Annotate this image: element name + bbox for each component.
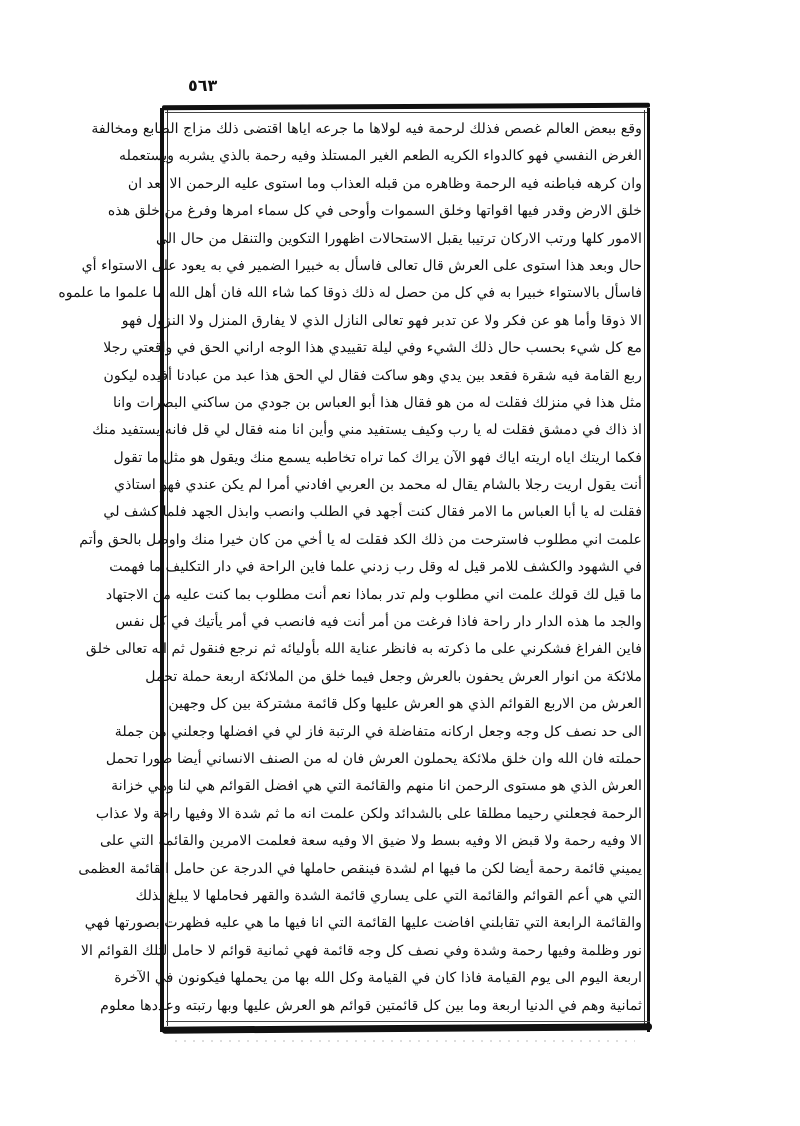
text-line: ما قيل لك قولك علمت اني مطلوب ولم تدر بماذا نعم أنت مطلوب بما كنت عليه من الاجتهاد bbox=[105, 586, 642, 603]
text-line: نور وظلمة وفيها رحمة وشدة وفي نصف كل وجه قائمة فهي ثمانية قوائم لا حامل لتلك القوائم الا bbox=[80, 942, 642, 959]
text-line: التي هي أعم القوائم والقائمة التي على يساري قائمة الشدة والقهر فحاملها لا يبلغ بذلك bbox=[135, 887, 642, 904]
text-line: فكما اريتك اياه اريته اياك فهو الآن يراك كما تراه تخاطبه يسمع منك ويقول هو مثل ما تقول bbox=[113, 449, 642, 466]
text-line: اذ ذاك في دمشق فقلت له يا رب وكيف يستفيد مني وأين انا منه فقال لي قل فانه يستفيد منك bbox=[92, 422, 642, 439]
text-block bbox=[58, 116, 642, 1020]
text-line: فاسأل بالاستواء خبيرا به في كل من حصل له ذلك ذوقا كما شاء الله فان أهل الله ما علموا ما علموه bbox=[58, 285, 642, 302]
text-line: العرش الذي هو مستوى الرحمن انا منهم والقائمة التي هي افضل القوائم هي لنا وهي خزانة bbox=[111, 778, 642, 795]
text-line: حال وبعد هذا استوى على العرش قال تعالى فاسأل به خبيرا الضمير في به يعود على الاستواء أي bbox=[81, 257, 642, 274]
text-line: ملائكة من انوار العرش يحفون بالعرش وجعل فيما خلق من الملائكة اربعة حملة تحمل bbox=[145, 668, 642, 685]
text-line: الى حد نصف كل وجه وجعل اركانه متفاضلة في الرتبة فاز لي في افضلها وجعلني من جملة bbox=[114, 723, 642, 740]
text-line: والقائمة الرابعة التي تقابلني افاضت عليها القائمة التي انا فيها ما هي عليه فظهرت بصورتها فهي bbox=[84, 915, 642, 932]
text-line: أنت يقول اريت رجلا بالشام يقال له محمد بن العربي افادني أمرا لم يكن عندي فهو استاذي bbox=[113, 477, 642, 494]
frame-top-inner-rule bbox=[165, 112, 647, 113]
text-line: ثمانية وهم في الدنيا اربعة وما بين كل قائمتين قوائم هو العرش عليها وبها رتبته وعددها معلوم bbox=[100, 997, 642, 1014]
text-line: العرش من الاربع القوائم الذي هو العرش عليها وكل قائمة مشتركة بين كل وجهين bbox=[168, 696, 642, 713]
text-line: الرحمة فجعلني رحيما مطلقا على بالشدائد ولكن علمت انه ما ثم شدة الا وفيها راحة ولا عذاب bbox=[95, 805, 642, 822]
text-line: الامور كلها ورتب الاركان ترتيبا يقبل الاستحالات اظهورا التكوين والتنقل من حال الى bbox=[156, 230, 642, 247]
frame-inner-right-rule bbox=[644, 110, 645, 1026]
text-line: يميني قائمة رحمة أيضا لكن ما فيها ام لشدة فينقص حاملها في الدرجة عن حامل القائمة العظمى bbox=[78, 860, 642, 877]
text-line: حملته فان الله وان خلق ملائكة يحملون العرش فان له من الصنف الانساني أيضا صورا تحمل bbox=[105, 750, 642, 767]
text-line: فقلت له يا أبا العباس ما الامر فقال كنت أجهد في الطلب وانصب وابذل الجهد فلما كشف لي bbox=[103, 504, 642, 521]
text-line: الا وفيه رحمة ولا قبض الا وفيه بسط ولا ضيق الا وفيه سعة فعلمت الامرين والقائمة التي على bbox=[99, 833, 642, 850]
page-number: ٥٦٣ bbox=[188, 76, 218, 95]
text-line: اربعة اليوم الى يوم القيامة فاذا كان في القيامة وكل الله بها من يحملها فيكونون في الآخرة bbox=[114, 970, 642, 987]
text-line: الا ذوقا وأما هو عن فكر ولا عن تدبر فهو تعالى النازل الذي لا يفارق المنزل ولا النزول فهو bbox=[121, 312, 642, 329]
scan-artifact bbox=[175, 1040, 635, 1042]
text-line: مع كل شيء بحسب حال ذلك الشيء وفي ليلة تقييدي هذا الوجه اراني الحق في واقعتي رجلا bbox=[103, 340, 642, 357]
text-line: مثل هذا في منزلك فقلت له من هو فقال هذا أبو العباس بن جودي من ساكني البصرات وانا bbox=[113, 394, 642, 411]
text-line: وان كرهه فباطنه فيه الرحمة وظاهره من قبله العذاب وما استوى عليه الرحمن الا بعد ان bbox=[127, 175, 642, 192]
text-line: والجد ما هذه الدار دار راحة فاذا فرغت من أمر أنت فيه فانصب في أمر يأتيك في كل نفس bbox=[115, 614, 642, 631]
text-line: الغرض النفسي فهو كالدواء الكريه الطعم الغير المستلذ وفيه رحمة بالذي يشربه ويستعمله bbox=[119, 148, 642, 165]
text-line: ربع القامة فيه شقرة فقعد بين يدي وهو ساكت فقال لي الحق هذا عبد من عبادنا أفيده ليكون bbox=[103, 367, 642, 384]
text-line: علمت اني مطلوب فاسترحت من ذلك الكد فقلت له يا أخي من كان خيرا منك واوصل بالحق وأتم bbox=[79, 531, 642, 548]
frame-bottom-inner-rule bbox=[166, 1021, 650, 1022]
text-line: في الشهود والكشف للامر قيل له وقل رب زدني علما فاين الراحة في دار التكليف ما فهمت bbox=[109, 559, 642, 576]
text-line: خلق الارض وقدر فيها اقواتها وخلق السموات وأوحى في كل سماء امرها وفرغ من خلق هذه bbox=[107, 203, 642, 220]
text-line: وقع ببعض العالم غصص فذلك لرحمة فيه لولاها ما جرعه اياها اقتضى ذلك مزاج الطابع ومخالفة bbox=[91, 121, 642, 137]
text-line: فاين الفراغ فشكرني على ما ذكرته به فانظر عناية الله بأوليائه ثم نرجع فنقول ثم انه تعالى خلق bbox=[85, 641, 642, 658]
